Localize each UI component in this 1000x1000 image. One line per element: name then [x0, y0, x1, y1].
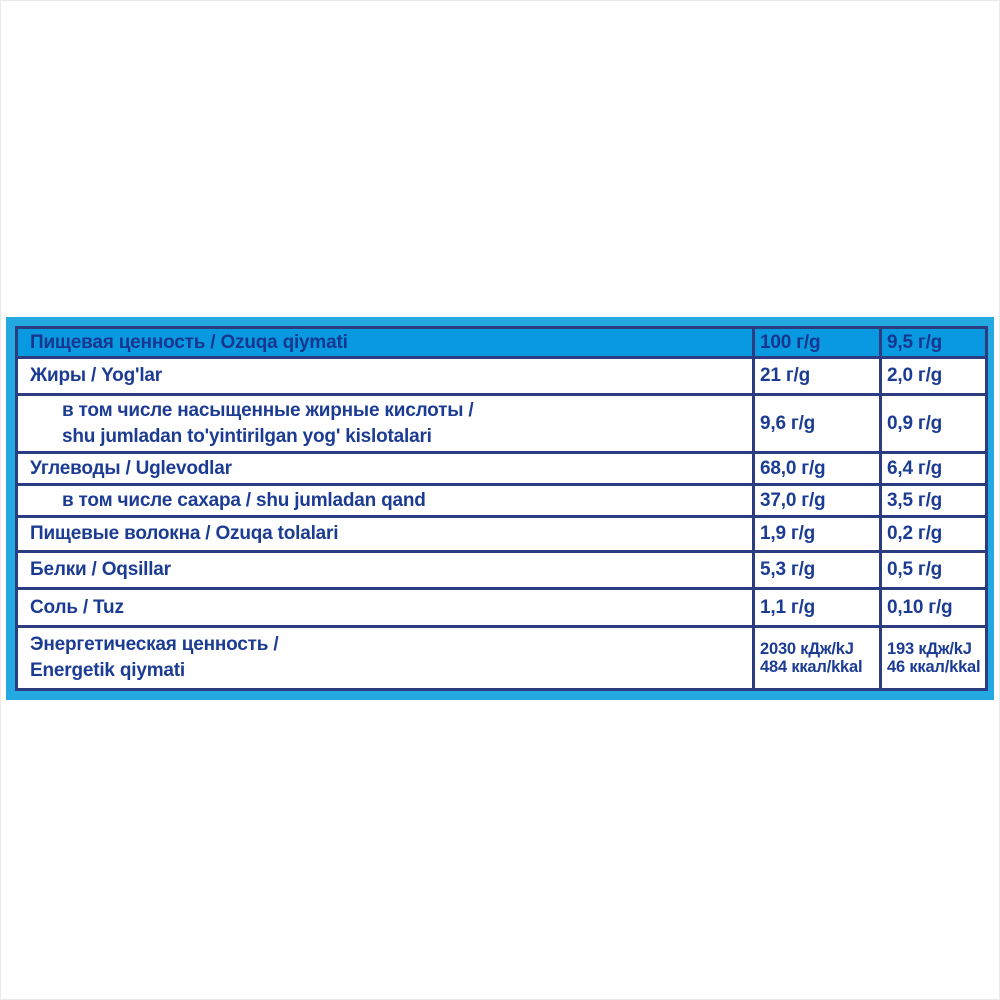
value-per-100g-cell: 9,6 г/g: [754, 395, 881, 453]
nutrient-label-cell: в том числе сахара / shu jumladan qand: [17, 485, 754, 517]
header-per-serving: 9,5 г/g: [881, 328, 987, 358]
nutrient-row: [17, 395, 987, 453]
nutrient-label-cell: в том числе насыщенные жирные кислоты / shu jumladan to'yintirilgan yog' kislotalari: [17, 395, 754, 453]
nutrient-label-cell: Белки / Oqsillar: [17, 552, 754, 589]
nutrient-label-cell: Соль / Tuz: [17, 589, 754, 627]
nutrient-row: [17, 358, 987, 395]
nutrient-label-cell: Пищевые волокна / Ozuqa tolalari: [17, 517, 754, 552]
nutrition-table-frame: [6, 317, 994, 700]
nutrition-table: [15, 326, 988, 691]
value-per-100g-cell: 37,0 г/g: [754, 485, 881, 517]
nutrient-row: [17, 589, 987, 627]
value-per-serving-cell: 0,10 г/g: [881, 589, 987, 627]
value-per-100g-cell: 68,0 г/g: [754, 453, 881, 485]
nutrient-label-cell: Углеводы / Uglevodlar: [17, 453, 754, 485]
nutrition-table-header: [17, 328, 987, 358]
value-per-100g-cell: 5,3 г/g: [754, 552, 881, 589]
value-per-serving-cell: 6,4 г/g: [881, 453, 987, 485]
nutrient-label-cell: Энергетическая ценность / Energetik qiymati: [17, 627, 754, 690]
value-per-100g-cell: 1,1 г/g: [754, 589, 881, 627]
value-per-serving-cell: 2,0 г/g: [881, 358, 987, 395]
value-per-serving-cell: 0,9 г/g: [881, 395, 987, 453]
value-per-100g-cell: 2030 кДж/kJ 484 ккал/kkal: [754, 627, 881, 690]
nutrition-table-body: [17, 358, 987, 690]
value-per-100g-cell: 21 г/g: [754, 358, 881, 395]
value-per-100g-cell: 1,9 г/g: [754, 517, 881, 552]
value-per-serving-cell: 0,5 г/g: [881, 552, 987, 589]
header-row: [17, 328, 987, 358]
header-per-100g: 100 г/g: [754, 328, 881, 358]
value-per-serving-cell: 0,2 г/g: [881, 517, 987, 552]
nutrient-row: [17, 485, 987, 517]
nutrient-label-cell: Жиры / Yog'lar: [17, 358, 754, 395]
value-per-serving-cell: 193 кДж/kJ 46 ккал/kkal: [881, 627, 987, 690]
header-title: Пищевая ценность / Ozuqa qiymati: [17, 328, 754, 358]
value-per-serving-cell: 3,5 г/g: [881, 485, 987, 517]
nutrient-row: [17, 552, 987, 589]
nutrient-row: [17, 453, 987, 485]
nutrient-row: [17, 627, 987, 690]
nutrient-row: [17, 517, 987, 552]
